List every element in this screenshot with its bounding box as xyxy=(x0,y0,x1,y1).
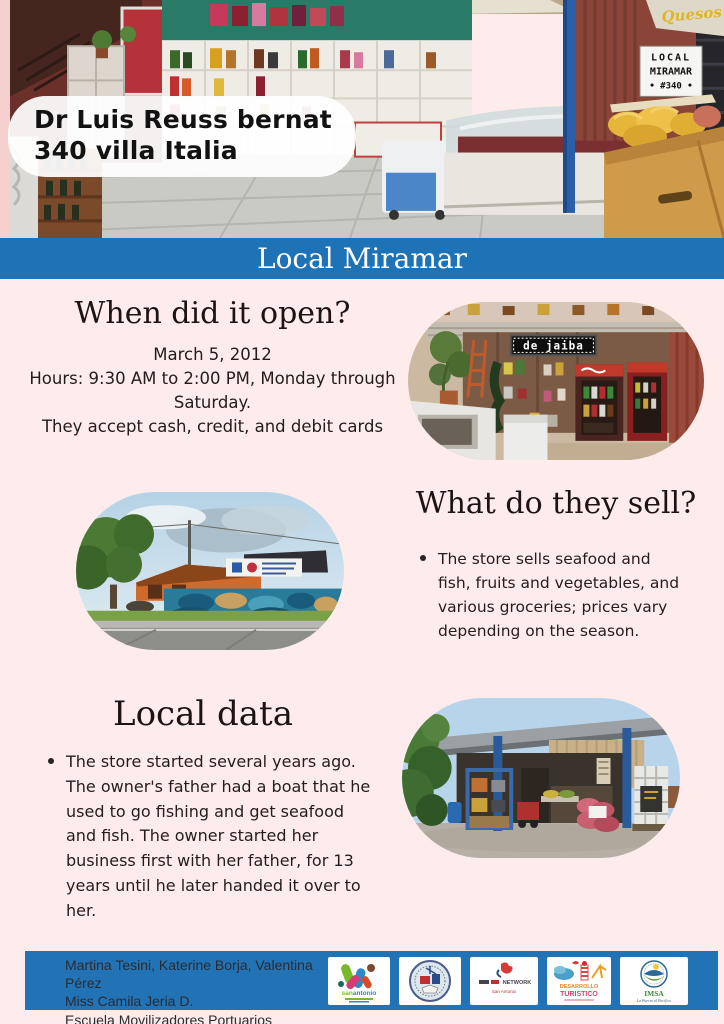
section-what-do-they-sell xyxy=(406,486,706,643)
address-line1: Dr Luis Reuss bernat xyxy=(34,105,332,134)
sell-heading: What do they sell? xyxy=(415,486,697,521)
led-sign xyxy=(511,335,597,355)
photo-storefront-led xyxy=(408,302,704,460)
turismo-scene xyxy=(554,961,606,980)
network-sub: San Antonio xyxy=(491,989,517,994)
svg-text:de jaiba: de jaiba xyxy=(523,339,584,353)
footer-bar xyxy=(25,951,718,1024)
left-pink-strip xyxy=(0,0,10,238)
turismo-line1: DESARROLLO xyxy=(559,984,599,990)
foliage xyxy=(402,712,452,826)
credit-line-authors: Martina Tesini, Katerine Borja, Valentina Pérez xyxy=(65,957,313,992)
data-heading: Local data xyxy=(112,694,293,734)
svg-text:• #340 •: • #340 • xyxy=(649,81,693,92)
imsa-text: IMSA xyxy=(644,989,664,998)
photo-street-view xyxy=(76,492,344,650)
sell-bullet xyxy=(406,547,706,643)
data-bullet-text: The store started several years ago. The owner's father had a boat that he used to go fishing and get seafood and fish. The owner started her business first with her father, for 13 years until he later handed it over to her. xyxy=(66,752,371,920)
credit-line-school: Escuela Movilizadores Portuarios xyxy=(65,1011,272,1024)
open-line1: March 5, 2012 xyxy=(153,345,272,364)
network-text: NETWORK xyxy=(502,980,532,986)
photo-warehouse-yard xyxy=(402,698,680,858)
network-bird xyxy=(497,962,512,977)
open-line3: They accept cash, credit, and debit cards xyxy=(41,416,384,436)
svg-text:MIRAMAR: MIRAMAR xyxy=(649,66,693,78)
svg-text:LOCAL: LOCAL xyxy=(650,52,692,64)
bullet-dot xyxy=(48,758,54,764)
title-banner: Local Miramar xyxy=(0,238,724,279)
footer-credits xyxy=(65,956,337,1024)
section-local-data xyxy=(28,694,378,924)
svg-text:sanantonio xyxy=(342,990,377,997)
open-line2: Hours: 9:30 AM to 2:00 PM, Monday through Saturday. xyxy=(29,368,396,412)
credit-line-teacher: Miss Camila Jeria D. xyxy=(65,993,194,1010)
imsa-sub: La Puerta al Pacífico xyxy=(636,998,672,1003)
logo-desarrollo-turistico xyxy=(547,957,611,1005)
second-cooler xyxy=(627,362,667,440)
logo-network xyxy=(470,957,538,1005)
footer-logos xyxy=(328,957,688,1005)
open-heading: When did it open? xyxy=(74,296,351,331)
address-label xyxy=(8,96,356,177)
bullet-dot xyxy=(420,555,426,561)
sell-bullet-text: The store sells seafood and fish, fruits and vegetables, and various groceries; prices vary depending on the season. xyxy=(438,550,680,641)
quesos-text: Quesos xyxy=(660,2,723,27)
data-bullet xyxy=(28,750,378,924)
logo-imsa xyxy=(620,957,688,1005)
sanantonio-text-a: san xyxy=(341,990,353,997)
stacked-crates xyxy=(632,766,670,831)
sanantonio-text-b: antonio xyxy=(352,990,377,997)
section-when-did-it-open xyxy=(20,296,405,439)
local-miramar-sign xyxy=(640,46,702,96)
sanantonio-blobs xyxy=(338,963,375,991)
logo-sanantonio xyxy=(328,957,390,1005)
logo-municipal-seal xyxy=(399,957,461,1005)
coca-cola-cooler xyxy=(575,364,623,440)
turismo-line2: TURISTICO xyxy=(560,991,598,998)
address-line2: 340 villa Italia xyxy=(34,136,238,166)
